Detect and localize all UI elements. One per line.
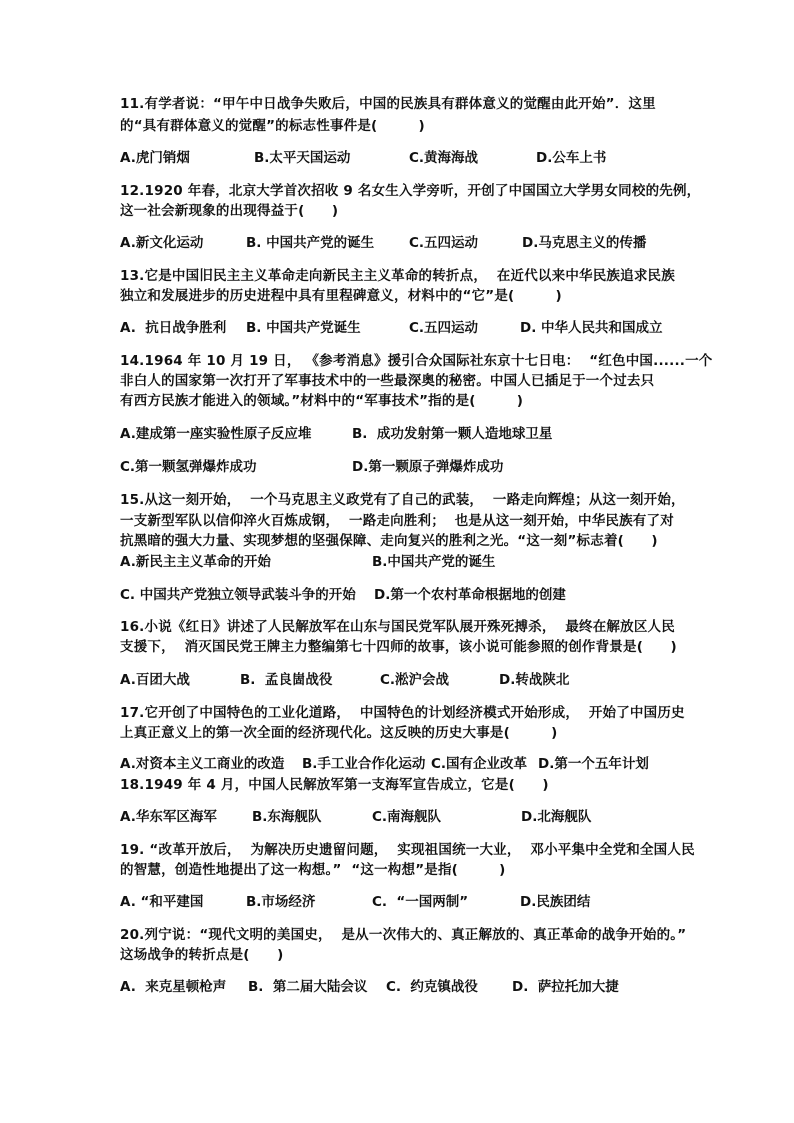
question-18-option-d: D.北海舰队 xyxy=(521,809,592,825)
question-16-option-a: A.百团大战 xyxy=(120,672,190,688)
question-19-option-c: C. “一国两制” xyxy=(372,894,469,910)
question-13-line-2: 独立和发展进步的历史进程中具有里程碑意义，材料中的“它”是( ) xyxy=(120,288,562,304)
question-15-option-a: A.新民主主义革命的开始 xyxy=(120,554,271,570)
question-19-option-a: A. “和平建国 xyxy=(120,894,204,910)
question-19-option-d: D.民族团结 xyxy=(520,894,591,910)
question-12-option-d: D.马克思主义的传播 xyxy=(522,235,647,251)
question-11-option-d: D.公车上书 xyxy=(536,150,607,166)
question-14-option-b: B. 成功发射第一颗人造地球卫星 xyxy=(352,426,553,442)
question-15-option-d: D.第一个农村革命根据地的创建 xyxy=(374,587,566,603)
question-17-option-c: C.国有企业改革 xyxy=(431,756,528,772)
question-15-option-b: B.中国共产党的诞生 xyxy=(372,554,496,570)
question-12-option-b: B. 中国共产党的诞生 xyxy=(246,235,375,251)
question-15-option-c: C. 中国共产党独立领导武装斗争的开始 xyxy=(120,587,356,603)
question-12-option-a: A.新文化运动 xyxy=(120,235,204,251)
question-19-option-b: B.市场经济 xyxy=(246,894,316,910)
question-16-option-c: C.淞沪会战 xyxy=(380,672,450,688)
question-13-option-d: D. 中华人民共和国成立 xyxy=(520,320,663,336)
question-20-option-a: A. 来克星顿枪声 xyxy=(120,979,227,995)
question-17-line-2: 上真正意义上的第一次全面的经济现代化。这反映的历史大事是( ) xyxy=(120,725,558,741)
question-11-line-2: 的“具有群体意义的觉醒”的标志性事件是( ) xyxy=(120,118,425,134)
question-11-option-b: B.太平天国运动 xyxy=(254,150,351,166)
question-14-option-c: C.第一颗氢弹爆炸成功 xyxy=(120,459,257,475)
question-15-line-2: 一支新型军队以信仰淬火百炼成钢， 一路走向胜利； 也是从这一刻开始，中华民族有了对 xyxy=(120,513,674,529)
question-18-option-b: B.东海舰队 xyxy=(252,809,322,825)
question-14-line-1: 14.1964 年 10 月 19 日， 《参考消息》援引合众国际社东京十七日电： “红色中国......一个 xyxy=(120,353,713,369)
question-19-line-1: 19. “改革开放后， 为解决历史遗留问题， 实现祖国统一大业， 邓小平集中全党和全国人民 xyxy=(120,842,695,858)
question-12-line-1: 12.1920 年春，北京大学首次招收 9 名女生入学旁听，开创了中国国立大学男女同校的先例， xyxy=(120,183,701,199)
question-13-option-b: B. 中国共产党诞生 xyxy=(246,320,361,336)
question-11-option-c: C.黄海海战 xyxy=(409,150,479,166)
question-12-line-2: 这一社会新现象的出现得益于( ) xyxy=(120,203,339,219)
question-20-option-b: B. 第二届大陆会议 xyxy=(248,979,368,995)
question-14-line-2: 非白人的国家第一次打开了军事技术中的一些最深奥的秘密。中国人已插足于一个过去只 xyxy=(120,373,655,389)
question-18-option-a: A.华东军区海军 xyxy=(120,809,217,825)
question-16-line-2: 支援下， 消灭国民党王牌主力整编第七十四师的故事，该小说可能参照的创作背景是( ) xyxy=(120,639,677,655)
question-20-option-d: D. 萨拉托加大捷 xyxy=(512,979,619,995)
question-15-line-3: 抗黑暗的强大力量、实现梦想的坚强保障、走向复兴的胜利之光。“这一刻”标志着( ) xyxy=(120,533,658,549)
question-11-line-1: 11.有学者说：“甲午中日战争失败后，中国的民族具有群体意义的觉醒由此开始”．这里 xyxy=(120,96,656,112)
question-20-option-c: C. 约克镇战役 xyxy=(386,979,478,995)
question-14-option-d: D.第一颗原子弹爆炸成功 xyxy=(352,459,504,475)
question-17-line-1: 17.它开创了中国特色的工业化道路， 中国特色的计划经济模式开始形成， 开始了中国历史 xyxy=(120,705,685,721)
question-14-line-3: 有西方民族才能进入的领域。”材料中的“军事技术”指的是( ) xyxy=(120,393,524,409)
question-18-line-1: 18.1949 年 4 月，中国人民解放军第一支海军宣告成立，它是( ) xyxy=(120,777,549,793)
question-17-option-b: B.手工业合作化运动 xyxy=(302,756,426,772)
question-16-option-d: D.转战陕北 xyxy=(499,672,570,688)
question-17-option-a: A.对资本主义工商业的改造 xyxy=(120,756,285,772)
question-20-line-2: 这场战争的转折点是( ) xyxy=(120,947,284,963)
question-17-option-d: D.第一个五年计划 xyxy=(538,756,649,772)
question-20-line-1: 20.列宁说：“现代文明的美国史， 是从一次伟大的、真正解放的、真正革命的战争开始的。” xyxy=(120,927,687,943)
question-16-line-1: 16.小说《红日》讲述了人民解放军在山东与国民党军队展开殊死搏杀， 最终在解放区人民 xyxy=(120,619,675,635)
question-13-option-c: C.五四运动 xyxy=(409,320,479,336)
question-16-option-b: B. 孟良崮战役 xyxy=(240,672,333,688)
question-14-option-a: A.建成第一座实验性原子反应堆 xyxy=(120,426,312,442)
question-19-line-2: 的智慧，创造性地提出了这一构想。” “这一构想”是指( ) xyxy=(120,862,506,878)
question-13-line-1: 13.它是中国旧民主主义革命走向新民主主义革命的转折点， 在近代以来中华民族追求民族 xyxy=(120,268,675,284)
question-11-option-a: A.虎门销烟 xyxy=(120,150,190,166)
question-15-line-1: 15.从这一刻开始， 一个马克思主义政党有了自己的武装， 一路走向辉煌；从这一刻开始， xyxy=(120,492,685,508)
question-18-option-c: C.南海舰队 xyxy=(372,809,442,825)
question-13-option-a: A. 抗日战争胜利 xyxy=(120,320,227,336)
question-12-option-c: C.五四运动 xyxy=(409,235,479,251)
